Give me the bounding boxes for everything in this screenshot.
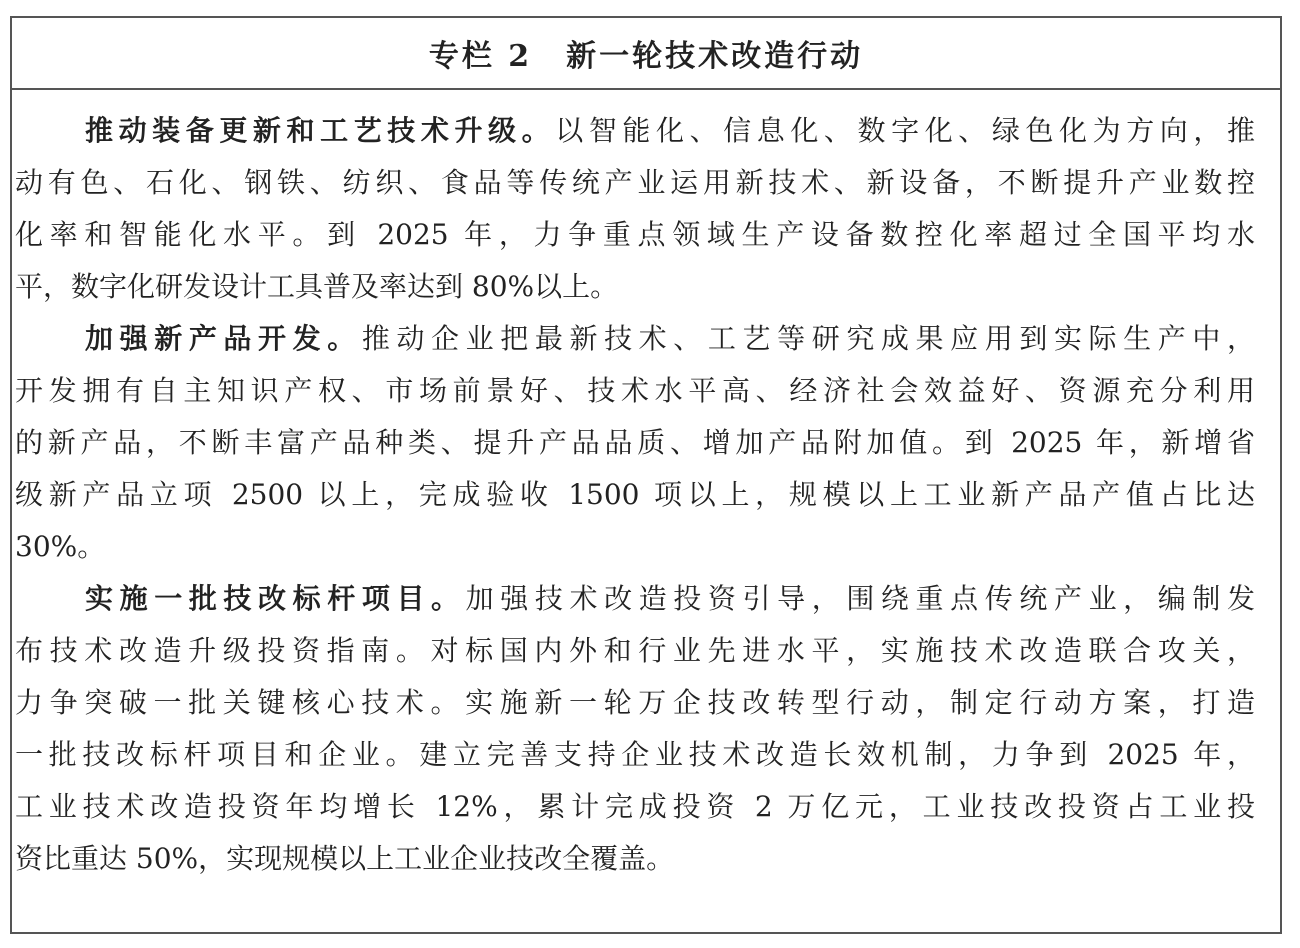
paragraph-line xyxy=(15,573,1255,625)
paragraph-line: 30%。 xyxy=(15,530,106,563)
paragraph-line: 一批技改标杆项目和企业。建立完善支持企业技术改造长效机制，力争到 2025 年， xyxy=(15,738,1255,771)
paragraph-equipment-upgrade xyxy=(15,105,1255,313)
paragraph-line: 化率和智能化水平。到 2025 年，力争重点领域生产设备数控化率超过全国平均水 xyxy=(15,218,1255,251)
paragraph-line: 开发拥有自主知识产权、市场前景好、技术水平高、经济社会效益好、资源充分利用 xyxy=(15,374,1255,407)
paragraph-line: 平，数字化研发设计工具普及率达到 80%以上。 xyxy=(15,270,619,303)
paragraph-lead: 加强新产品开发。 xyxy=(85,322,362,355)
paragraph-line: 的新产品，不断丰富产品种类、提升产品品质、增加产品附加值。到 2025 年，新增省 xyxy=(15,426,1255,459)
paragraph-line xyxy=(15,313,1255,365)
paragraph-text: 以智能化、信息化、数字化、绿色化为方向，推 xyxy=(555,114,1255,147)
column-body xyxy=(15,105,1255,885)
paragraph-line: 资比重达 50%，实现规模以上工业企业技改全覆盖。 xyxy=(15,842,675,875)
paragraph-line: 布技术改造升级投资指南。对标国内外和行业先进水平，实施技术改造联合攻关， xyxy=(15,634,1255,667)
paragraph-line: 工业技术改造投资年均增长 12%，累计完成投资 2 万亿元，工业技改投资占工业投 xyxy=(15,790,1255,823)
paragraph-benchmark-projects xyxy=(15,573,1255,885)
paragraph-lead: 推动装备更新和工艺技术升级。 xyxy=(85,114,556,147)
paragraph-line: 动有色、石化、钢铁、纺织、食品等传统产业运用新技术、新设备，不断提升产业数控 xyxy=(15,166,1255,199)
column-heading: 新一轮技术改造行动 xyxy=(566,39,864,74)
paragraph-lead: 实施一批技改标杆项目。 xyxy=(85,582,466,615)
column-label: 专栏 2 xyxy=(428,39,533,74)
paragraph-text: 推动企业把最新技术、工艺等研究成果应用到实际生产中， xyxy=(361,322,1255,355)
column-title xyxy=(12,18,1280,90)
paragraph-line: 级新产品立项 2500 以上，完成验收 1500 项以上，规模以上工业新产品产值占比达 xyxy=(15,478,1255,511)
paragraph-line xyxy=(15,105,1255,157)
paragraph-line: 力争突破一批关键核心技术。实施新一轮万企技改转型行动，制定行动方案，打造 xyxy=(15,686,1255,719)
paragraph-new-products xyxy=(15,313,1255,573)
paragraph-text: 加强技术改造投资引导，围绕重点传统产业，编制发 xyxy=(465,582,1255,615)
